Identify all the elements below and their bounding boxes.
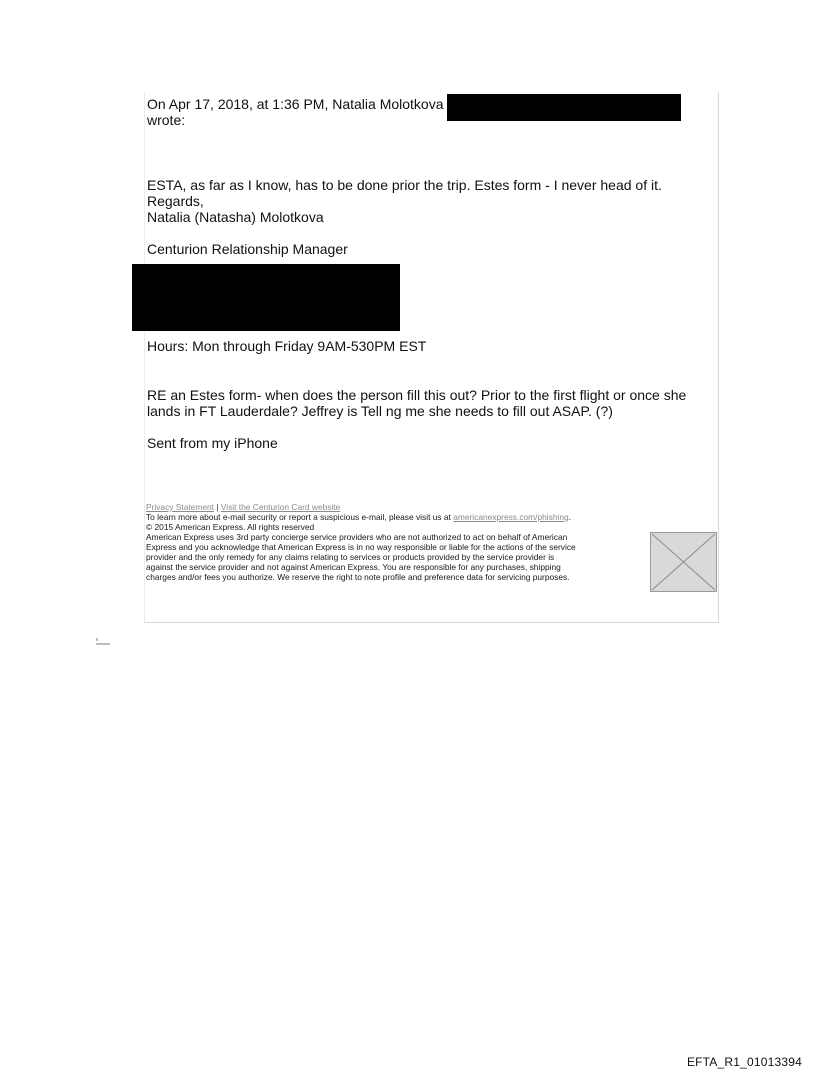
- disclaimer-line4: against the service provider and not against American Express. You are responsible for any purchases, shipping: [146, 562, 561, 572]
- security-period: .: [568, 512, 571, 522]
- disclaimer-line5: charges and/or fees you authorize. We reserve the right to note profile and preference data for servicing purposes.: [146, 572, 570, 582]
- bates-number: EFTA_R1_01013394: [686, 1055, 802, 1069]
- reply-line1: ESTA, as far as I know, has to be done prior the trip. Estes form - I never head of it.: [147, 177, 662, 193]
- question-line1: RE an Estes form- when does the person fill this out? Prior to the first flight or once she: [147, 387, 687, 403]
- reply-line2: Regards,: [147, 193, 204, 209]
- question-line2: lands in FT Lauderdale? Jeffrey is Tell ng me she needs to fill out ASAP. (?): [147, 403, 613, 419]
- footer-security-line: [146, 512, 571, 522]
- redaction-email-address: [447, 94, 681, 121]
- phishing-link[interactable]: americanexpress.com/phishing: [453, 512, 569, 522]
- centurion-website-link[interactable]: Visit the Centurion Card website: [220, 502, 341, 512]
- sent-from: Sent from my iPhone: [147, 435, 278, 451]
- quote-header-line2: wrote:: [147, 112, 186, 128]
- privacy-statement-link[interactable]: Privacy Statement: [146, 502, 214, 512]
- security-text: To learn more about e-mail security or report a suspicious e-mail, please visit us at: [146, 512, 451, 522]
- quote-header-line1: On Apr 17, 2018, at 1:36 PM, Natalia Molotkova: [147, 96, 444, 112]
- footer-links: [146, 502, 340, 512]
- signature-name: Natalia (Natasha) Molotkova: [147, 209, 324, 225]
- broken-image-icon: [650, 532, 717, 592]
- footer-separator: |: [216, 502, 219, 512]
- redaction-contact-block: [132, 264, 400, 331]
- disclaimer-line2: Express and you acknowledge that American Express is in no way responsible or liable for the actions of the service: [146, 542, 576, 552]
- disclaimer-line3: provider and the only remedy for any claims relating to services or products provided by the service provider is: [146, 552, 555, 562]
- page-mark: [96, 632, 110, 640]
- disclaimer-line1: American Express uses 3rd party concierge service providers who are not authorized to act on behalf of American: [146, 532, 568, 542]
- hours-text: Hours: Mon through Friday 9AM-530PM EST: [147, 338, 427, 354]
- footer-copyright: © 2015 American Express. All rights reserved: [146, 522, 315, 532]
- signature-title: Centurion Relationship Manager: [147, 241, 348, 257]
